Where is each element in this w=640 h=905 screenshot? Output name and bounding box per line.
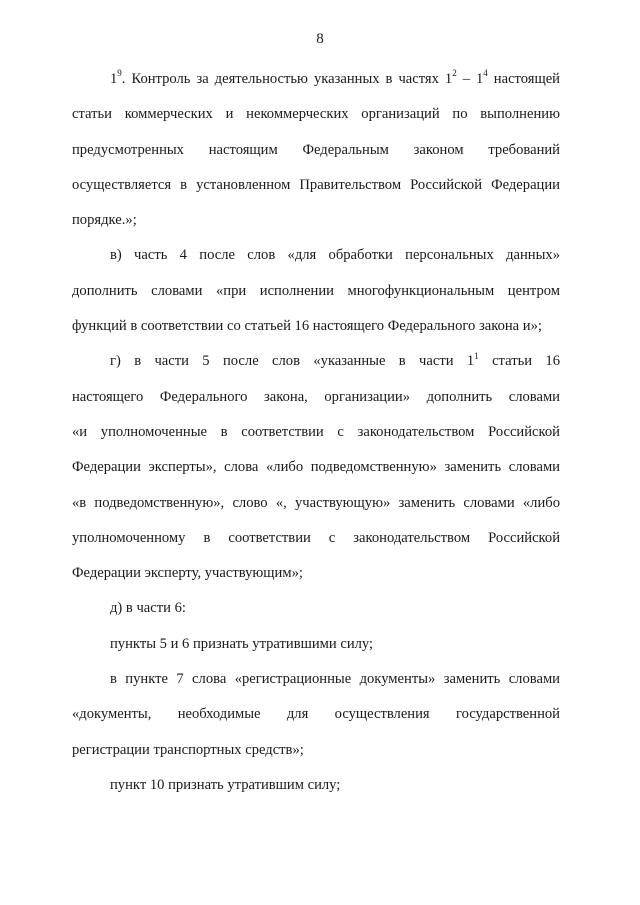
- text-line: уполномоченному в соответствии с законодательством Российской: [72, 529, 560, 546]
- paragraph-v: [72, 238, 560, 344]
- text-line: функций в соответствии со статьей 16 настоящего Федерального закона и»;: [72, 318, 542, 335]
- paragraph-g: [72, 344, 560, 591]
- text-line: регистрации транспортных средств»;: [72, 741, 304, 758]
- paragraph-item-7: [72, 662, 560, 768]
- text-line: в пункте 7 слова «регистрационные документы» заменить словами: [110, 671, 560, 688]
- paragraph-items-5-6: [72, 627, 560, 662]
- paragraph-d: [72, 591, 560, 626]
- paragraph-1-9: [72, 62, 560, 238]
- text-line: Федерации эксперту, участвующим»;: [72, 565, 303, 582]
- text-line: статьи коммерческих и некоммерческих организаций по выполнению: [72, 106, 560, 123]
- text-line: «документы, необходимые для осуществления государственной: [72, 706, 560, 723]
- text-line: пункт 10 признать утратившим силу;: [110, 776, 341, 793]
- text-line: настоящего Федерального закона, организации» дополнить словами: [72, 388, 560, 405]
- text-line: $1^9$. Контроль за деятельностью указанных в частях $1^2 - 1^4$ настоящей: [110, 68, 560, 87]
- text-line: пункты 5 и 6 признать утратившими силу;: [110, 635, 374, 652]
- text-line: осуществляется в установленном Правительством Российской Федерации: [72, 176, 560, 193]
- text-line: порядке.»;: [72, 212, 137, 229]
- text-line: предусмотренных настоящим Федеральным законом требований: [72, 141, 560, 158]
- document-body: [72, 62, 560, 803]
- text-line: дополнить словами «при исполнении многофункциональным центром: [72, 282, 560, 299]
- text-line: в) часть 4 после слов «для обработки персональных данных»: [110, 247, 560, 264]
- text-line: г) в части 5 после слов «указанные в части $1^1$ статьи 16: [110, 350, 560, 370]
- page-number: 8: [316, 31, 324, 47]
- text-line: д) в части 6:: [110, 600, 186, 617]
- text-line: «в подведомственную», слово «, участвующую» заменить словами «либо: [72, 494, 560, 511]
- text-line: Федерации эксперты», слова «либо подведомственную» заменить словами: [72, 459, 560, 476]
- paragraph-item-10: [72, 768, 560, 803]
- text-line: «и уполномоченные в соответствии с законодательством Российской: [72, 423, 560, 440]
